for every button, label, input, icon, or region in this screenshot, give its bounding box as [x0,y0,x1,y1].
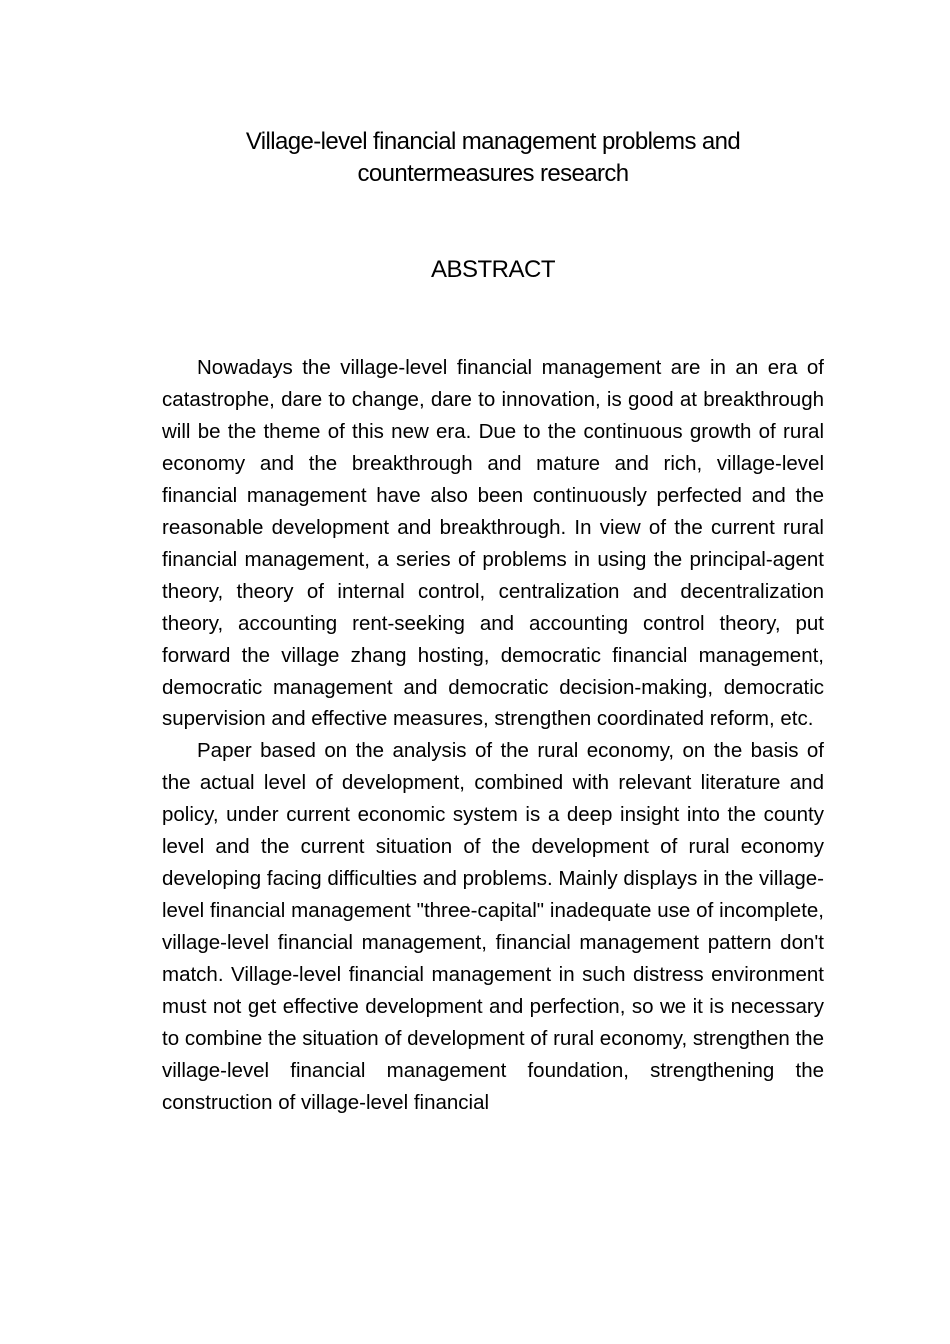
abstract-heading: ABSTRACT [430,256,555,283]
abstract-paragraph-1: Nowadays the village-level financial management are in an era of catastrophe, dare to change, dare to innovation, is good at breakthrough will be the theme of this new era. Due to the continuous growth of rural economy and the breakthrough and mature and rich, village-level financial management have also been continuously perfected and the reasonable development and breakthrough. In view of the current rural financial management, a series of problems in using the principal-agent theory, theory of internal control, centralization and decentralization theory, accounting rent-seeking and accounting control theory, put forward the village zhang hosting, democratic financial management, democratic management and democratic decision-making, democratic supervision and effective measures, strengthen coordinated reform, etc. [162,356,824,731]
abstract-paragraph-2: Paper based on the analysis of the rural economy, on the basis of the actual level of development, combined with relevant literature and policy, under current economic system is a deep insight into the county level and the current situation of the development of rural economy developing facing difficulties and problems. Mainly displays in the village-level financial management "three-capital" inadequate use of incomplete, village-level financial management, financial management pattern don't match. Village-level financial management in such distress environment must not get effective development and perfection, so we it is necessary to combine the situation of development of rural economy, strengthen the village-level financial management foundation, strengthening the construction of village-level financial [162,739,824,1114]
title-line-2: countermeasures research [357,160,629,187]
abstract-body [162,352,824,1119]
title-line-1: Village-level financial management problems and [245,128,741,155]
document-title [160,126,826,190]
